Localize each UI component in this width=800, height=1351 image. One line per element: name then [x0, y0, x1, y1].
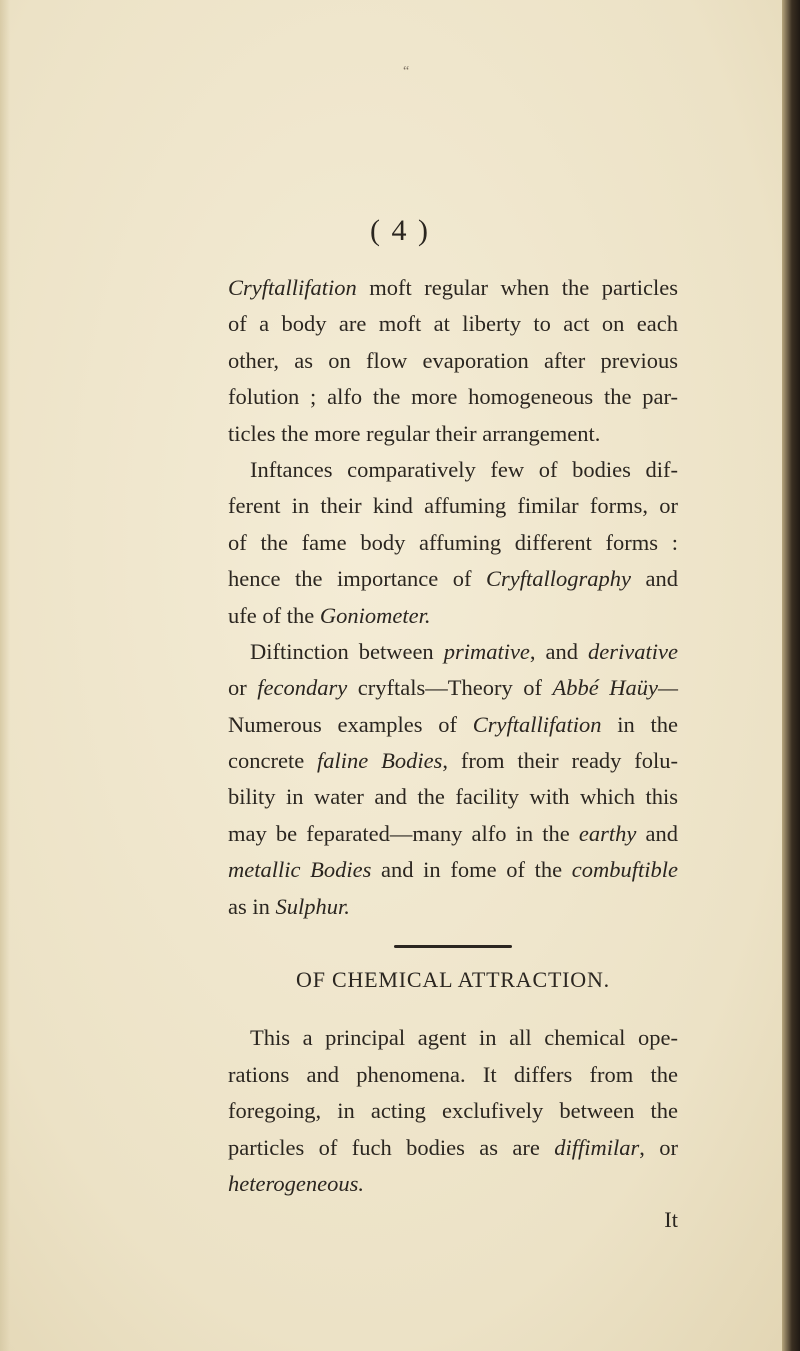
body-text	[228, 270, 678, 1239]
text-fragment: may be feparated—many alfo in the	[228, 820, 579, 846]
text-fragment: and in fome of the	[371, 857, 572, 883]
term-abbe-hauy: Abbé Haüy—	[552, 675, 678, 701]
term-derivative: derivative	[588, 638, 678, 664]
term-crystallography: Cryftallography	[485, 566, 631, 592]
paragraph-attraction	[228, 1020, 678, 1238]
text-line: moft regular when the particles	[356, 275, 678, 300]
section-heading: OF CHEMICAL ATTRACTION.	[296, 967, 610, 993]
paragraph-distinction	[228, 634, 678, 925]
text-fragment: or	[228, 675, 258, 701]
term-crystallisation: Cryftallifation	[228, 275, 357, 300]
page-edge-shadow-left	[0, 0, 10, 1351]
corner-mark: “	[403, 64, 410, 79]
text-fragment: , or	[639, 1134, 678, 1160]
text-fragment: Diftinction between	[250, 638, 444, 664]
text-fragment: concrete	[228, 748, 318, 774]
text-line: other, as on flow evaporation after previous	[228, 347, 678, 373]
text-fragment: and	[636, 820, 678, 846]
term-secondary: fecondary	[257, 675, 348, 701]
term-combustible: combuftible	[571, 857, 678, 883]
text-fragment: ufe of the	[228, 602, 320, 628]
text-fragment: , and	[529, 638, 589, 664]
section-divider	[394, 945, 512, 948]
text-fragment: Numerous examples of	[228, 711, 473, 737]
catchword: It	[664, 1207, 678, 1233]
term-dissimilar: diffimilar	[554, 1134, 640, 1160]
text-fragment: particles of fuch bodies as are	[228, 1134, 555, 1160]
text-line: of a body are moft at liberty to act on each	[228, 311, 678, 337]
text-line: This a principal agent in all chemical ope-	[250, 1025, 678, 1051]
text-line: Inftances comparatively few of bodies dif-	[250, 456, 678, 482]
text-line: foregoing, in acting exclufively between the	[228, 1098, 678, 1124]
paragraph-crystallisation	[228, 270, 678, 452]
text-fragment: and	[630, 566, 678, 592]
text-fragment: in the	[601, 711, 678, 737]
page-edge-binding-right	[782, 0, 800, 1351]
term-metallic-bodies: metallic Bodies	[228, 857, 372, 883]
term-goniometer: Goniometer.	[319, 602, 431, 628]
term-saline-bodies: faline Bodies	[317, 748, 443, 774]
text-line: ticles the more regular their arrangement.	[228, 420, 601, 446]
term-sulphur: Sulphur.	[275, 893, 350, 919]
term-earthy: earthy	[578, 820, 637, 846]
term-primative: primative	[443, 638, 530, 664]
term-heterogeneous: heterogeneous.	[228, 1170, 364, 1196]
text-fragment: as in	[228, 893, 276, 919]
text-fragment: , from their ready folu-	[442, 748, 678, 774]
page-number: ( 4 )	[370, 214, 430, 247]
text-fragment: hence the importance of	[228, 566, 486, 592]
term-crystallisation-2: Cryftallifation	[472, 711, 602, 737]
text-line: rations and phenomena. It differs from the	[228, 1061, 678, 1087]
paragraph-instances	[228, 452, 678, 634]
text-fragment: cryftals—Theory of	[347, 675, 553, 701]
text-line: folution ; alfo the more homogeneous the par-	[228, 384, 678, 410]
text-line: bility in water and the facility with which this	[228, 784, 678, 810]
text-line: ferent in their kind affuming fimilar forms, or	[228, 493, 678, 519]
text-line: of the fame body affuming different forms :	[228, 529, 678, 555]
